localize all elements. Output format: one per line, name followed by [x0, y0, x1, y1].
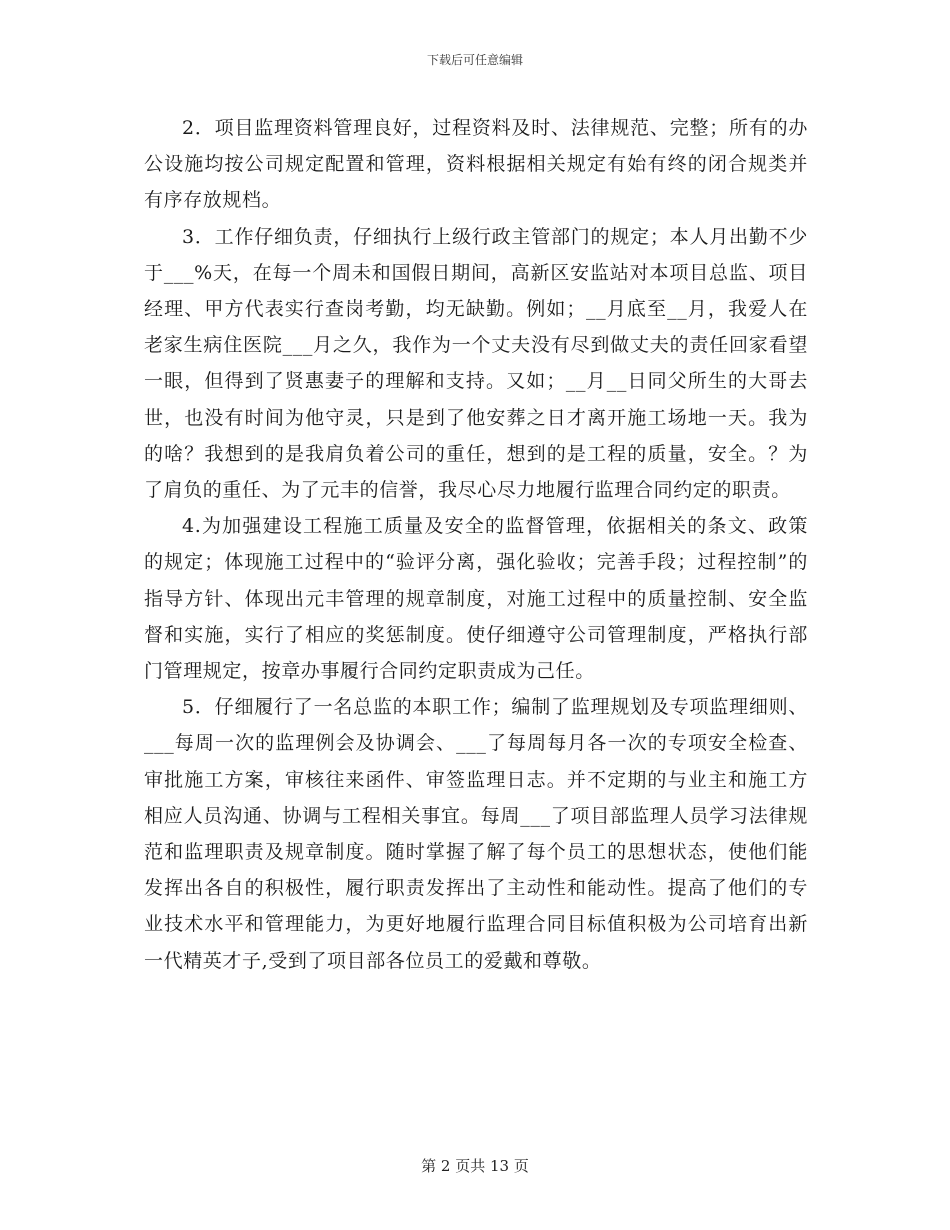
- document-body: [144, 110, 808, 979]
- paragraph-item-2: 2．项目监理资料管理良好，过程资料及时、法律规范、完整；所有的办公设施均按公司规定配置和管理，资料根据相关规定有始有终的闭合规类并有序存放规档。: [144, 117, 808, 212]
- paragraph-item-5: 5．仔细履行了一名总监的本职工作；编制了监理规划及专项监理细则、___每周一次的监理例会及协调会、___了每周每月各一次的专项安全检查、审批施工方案，审核往来函件、审签监理日志。并不定期的与业主和施工方相应人员沟通、协调与工程相关事宜。每周___了项目部监理人员学习法律规范和监理职责及规章制度。随时掌握了解了每个员工的思想状态，使他们能发挥出各自的积极性，履行职责发挥出了主动性和能动性。提高了他们的专业技术水平和管理能力，为更好地履行监理合同目标值积极为公司培育出新一代精英才子,受到了项目部各位员工的爱戴和尊敬。: [144, 696, 808, 972]
- paragraph-item-4: 4.为加强建设工程施工质量及安全的监督管理，依据相关的条文、政策的规定；体现施工过程中的“验评分离，强化验收；完善手段；过程控制”的指导方针、体现出元丰管理的规章制度，对施工过程中的质量控制、安全监督和实施，实行了相应的奖惩制度。使仔细遵守公司管理制度，严格执行部门管理规定，按章办事履行合同约定职责成为己任。: [144, 515, 808, 683]
- page-header: 下载后可任意编辑: [426, 53, 523, 67]
- page-number-footer: 第 2 页共 13 页: [421, 1157, 529, 1175]
- paragraph-item-3: 3．工作仔细负责，仔细执行上级行政主管部门的规定；本人月出勤不少于___%天，在每一个周未和国假日期间，高新区安监站对本项目总监、项目经理、甲方代表实行查岗考勤，均无缺勤。例如；__月底至__月，我爱人在老家生病住医院___月之久，我作为一个丈夫没有尽到做丈夫的责任回家看望一眼，但得到了贤惠妻子的理解和支持。又如；__月__日同父所生的大哥去世，也没有时间为他守灵，只是到了他安葬之日才离开施工场地一天。我为的啥？我想到的是我肩负着公司的重任，想到的是工程的质量，安全。？为了肩负的重任、为了元丰的信誉，我尽心尽力地履行监理合同约定的职责。: [144, 225, 808, 502]
